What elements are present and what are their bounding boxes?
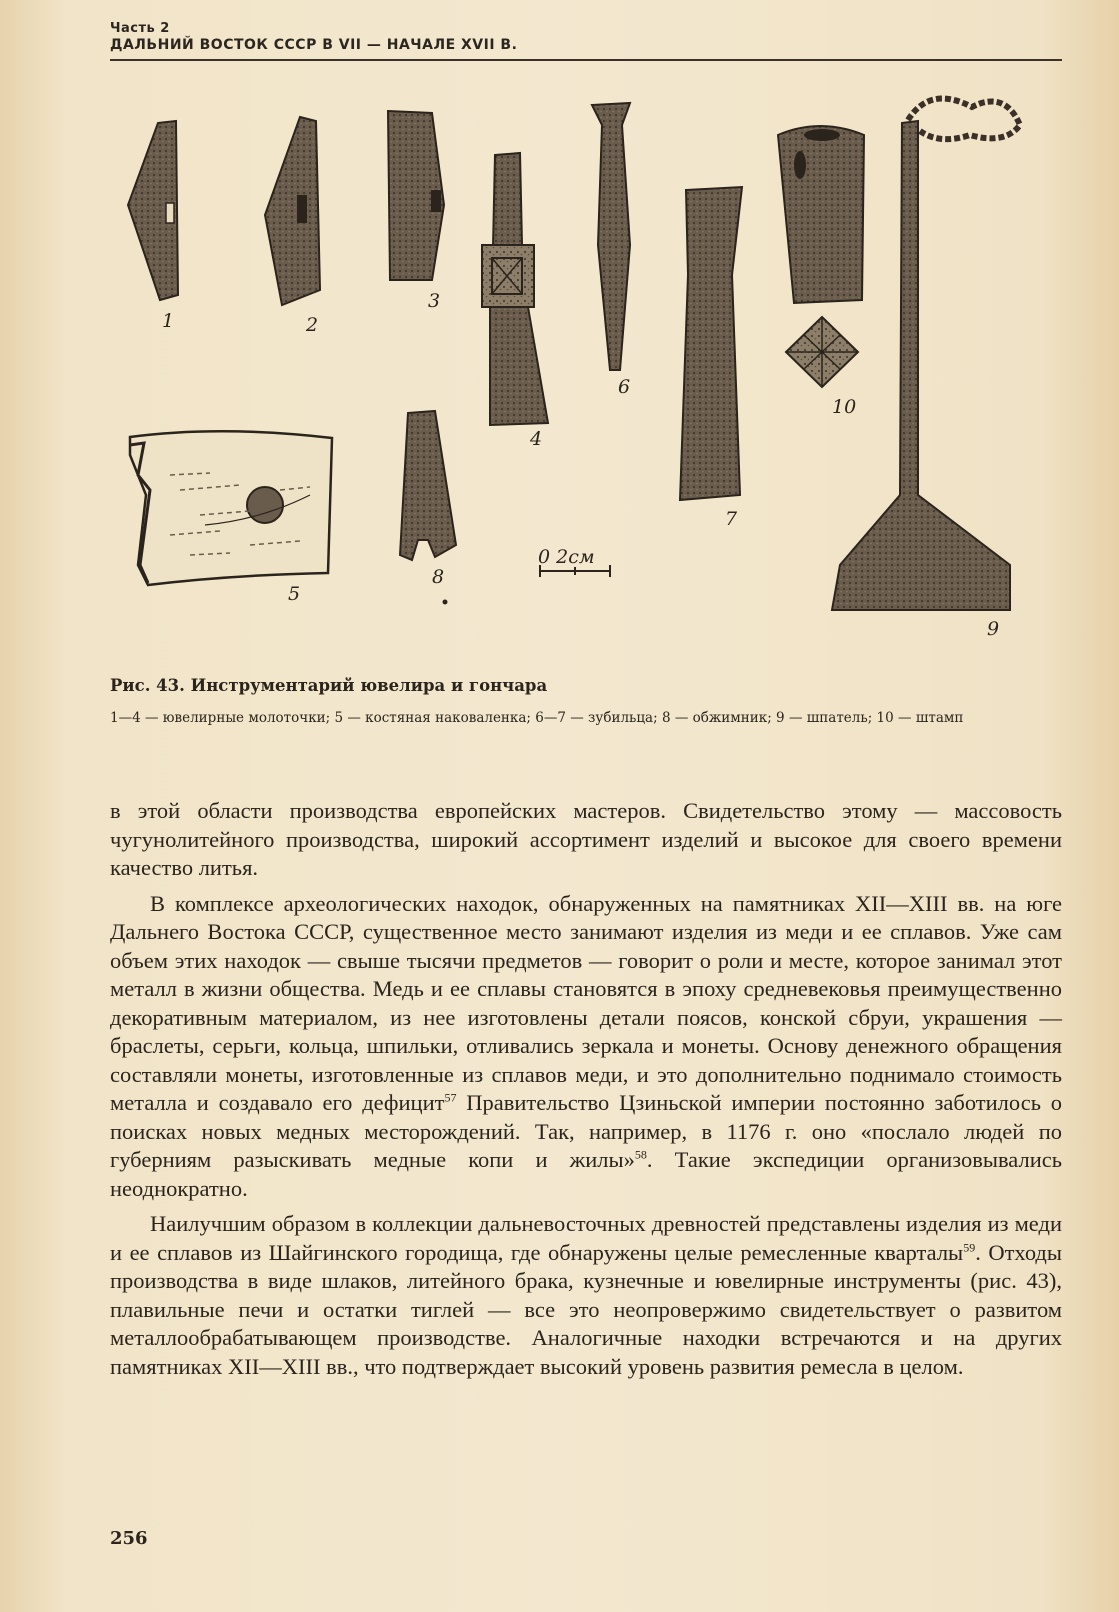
tool-5-bone-anvil (130, 431, 332, 605)
label-6: 6 (618, 376, 631, 398)
footnote-ref-57: 57 (444, 1090, 457, 1105)
paragraph-1: в этой области производства европейских мастеров. Свидетельство этому — массовость чугунолитейного производства, широкий ассортимент изделий и высокое для своего времени качество литья. (110, 798, 1062, 880)
tool-6-chisel (592, 103, 630, 398)
footnote-ref-59: 59 (963, 1240, 976, 1254)
tool-1-hammer (128, 121, 178, 332)
tool-7-chisel (680, 187, 742, 530)
running-head (110, 20, 1065, 54)
chapter-title: ДАЛЬНИЙ ВОСТОК СССР В VII — НАЧАЛЕ XVII В. (110, 37, 518, 53)
label-3: 3 (428, 290, 441, 312)
header-rule (110, 59, 1062, 61)
tool-10-stamp (778, 126, 864, 418)
label-8: 8 (432, 566, 445, 588)
figure-43 (110, 95, 1065, 665)
paragraph-3: Наилучшим образом в коллекции дальневосточных древностей представлены изделия из меди и ее сплавов из Шайгинского городища, где обнаружены целые ремесленные кварталы$^{59}$. Отходы производства в виде шлаков, литейного брака, кузнечные и ювелирные инструменты (рис. 43), плавильные печи и остатки тиглей — все это неопровержимо свидетельствует о развитом металлообрабатывающем производстве. Аналогичные находки встречаются и на других памятниках XII—XIII вв., что подтверждает высокий уровень развития ремесла в целом. (110, 1211, 1062, 1379)
label-5: 5 (288, 583, 301, 605)
figure-caption-title: Рис. 43. Инструментарий ювелира и гончара (110, 676, 548, 695)
page-number: 256 (110, 1528, 148, 1549)
tool-3-hammer (388, 111, 444, 312)
label-1: 1 (162, 310, 175, 332)
tool-4-hammer (482, 153, 548, 450)
part-label: Часть 2 (110, 21, 170, 36)
paragraph-2: В комплексе археологических находок, обнаруженных на памятниках XII—XIII вв. на юге Дальнего Востока СССР, существенное место занимают изделия из меди и ее сплавов. Уже сам объем этих находок — свыше тысячи предметов — говорит о роли и месте, которое занимал этот металл в жизни общества. Медь и ее сплавы становятся в эпоху средневековья преимущественно декоративным материалом, из нее изготовлены детали поясов, конской сбруи, украшения — браслеты, серьги, кольца, шпильки, отливались зеркала и монеты. Основу денежного обращения составляли монеты, изготовленные из сплавов меди, и это дополнительно поднимало стоимость металла и создавало его дефицит$^{57}$ Правительство Цзиньской империи постоянно заботилось о поисках новых медных месторождений. Так, например, в 1176 г. оно «послало людей по губерниям разыскивать медные копи и жилы»$^{58}$. Такие экспедиции организовывались неоднократно. (110, 890, 1063, 1201)
scale-label: 0 2см (538, 546, 595, 568)
label-4: 4 (530, 428, 543, 450)
label-2: 2 (306, 314, 319, 336)
scale-bar (538, 546, 610, 577)
figure-caption-body: 1—4 — ювелирные молоточки; 5 — костяная наковаленка; 6—7 — зубильца; 8 — обжимник; 9 — шпатель; 10 — штамп (110, 710, 964, 726)
label-7: 7 (725, 508, 738, 530)
tool-8-crimper (400, 411, 456, 605)
footnote-ref-58: 58 (634, 1147, 647, 1162)
tools-illustration (110, 95, 1065, 665)
label-9: 9 (987, 618, 1000, 640)
body-text (110, 797, 1062, 1381)
label-10: 10 (832, 396, 857, 418)
tool-2-hammer (265, 117, 320, 336)
